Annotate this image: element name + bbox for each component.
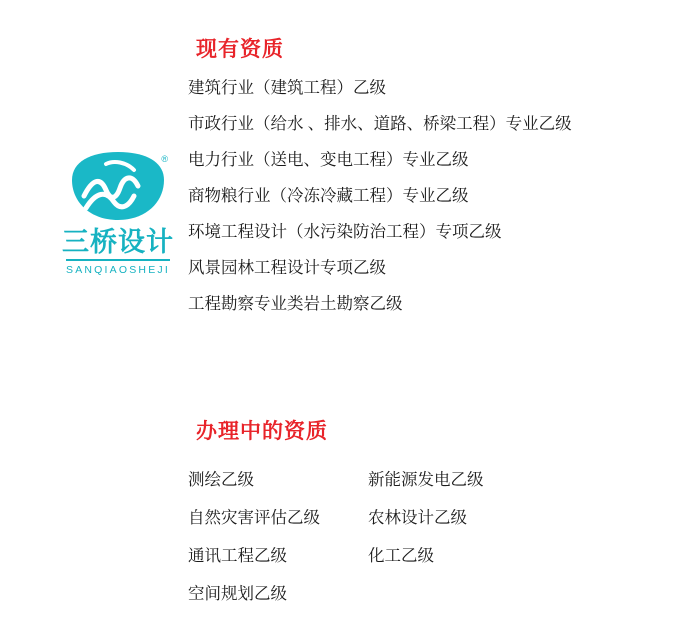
grid-cell: 通讯工程乙级 bbox=[188, 546, 287, 565]
company-logo bbox=[58, 150, 178, 278]
logo-name-en: SANQIAOSHEJI bbox=[66, 259, 170, 276]
grid-cell: 农林设计乙级 bbox=[368, 508, 467, 527]
grid-cell: 新能源发电乙级 bbox=[368, 470, 484, 489]
section-heading-in-progress: 办理中的资质 bbox=[196, 420, 328, 443]
in-progress-qualifications-grid bbox=[188, 459, 484, 611]
grid-cell: 测绘乙级 bbox=[188, 470, 254, 489]
current-qualifications-list bbox=[188, 80, 572, 332]
list-item: 市政行业（给水 、排水、道路、桥梁工程）专业乙级 bbox=[188, 114, 572, 133]
grid-cell: 空间规划乙级 bbox=[188, 584, 287, 603]
list-item: 环境工程设计（水污染防治工程）专项乙级 bbox=[188, 222, 502, 241]
list-item: 电力行业（送电、变电工程）专业乙级 bbox=[188, 150, 469, 169]
wave-mark-icon bbox=[66, 150, 170, 226]
section-heading-current: 现有资质 bbox=[196, 38, 284, 61]
logo-name-cn: 三桥设计 bbox=[62, 227, 174, 257]
grid-cell: 化工乙级 bbox=[368, 546, 434, 565]
grid-cell: 自然灾害评估乙级 bbox=[188, 508, 320, 527]
registered-trademark-icon: ® bbox=[161, 154, 168, 164]
list-item: 风景园林工程设计专项乙级 bbox=[188, 258, 386, 277]
list-item: 商物粮行业（冷冻冷藏工程）专业乙级 bbox=[188, 186, 469, 205]
list-item: 工程勘察专业类岩土勘察乙级 bbox=[188, 294, 403, 313]
list-item: 建筑行业（建筑工程）乙级 bbox=[188, 78, 386, 97]
